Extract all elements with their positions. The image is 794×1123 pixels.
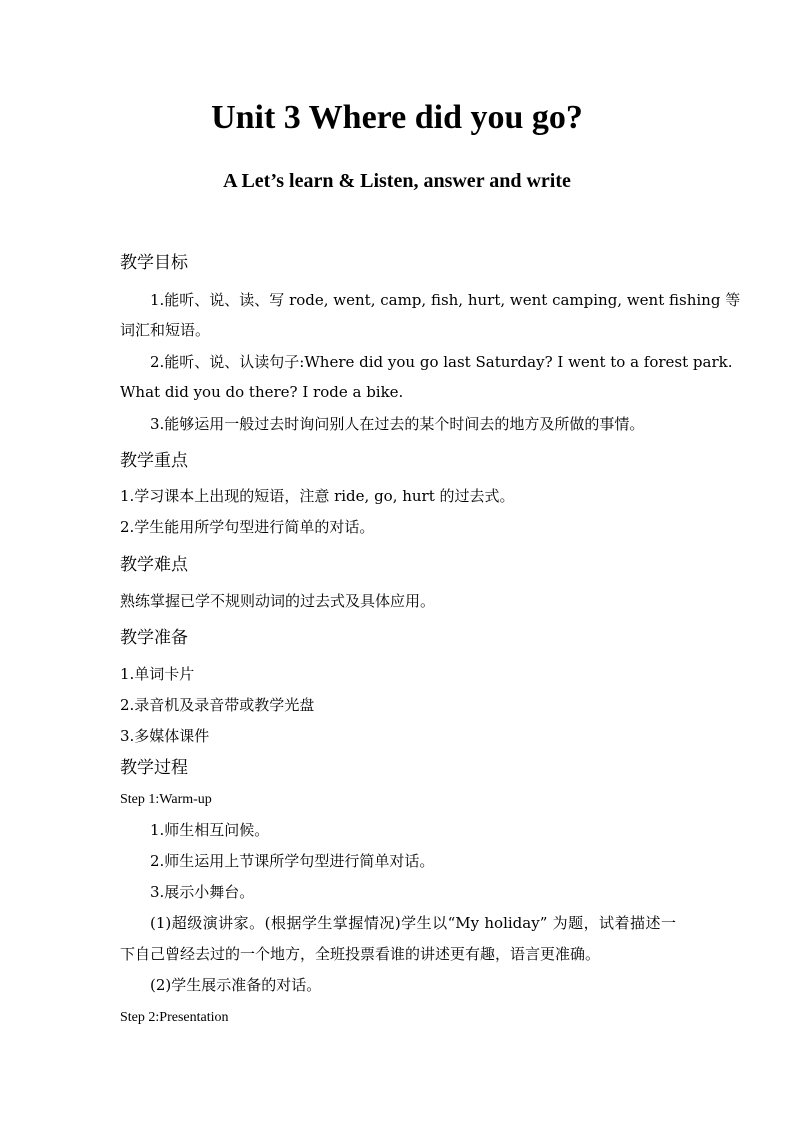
preparation-2: 2.录音机及录音带或教学光盘 xyxy=(120,696,315,714)
step-1-sub-2: (2)学生展示准备的对话。 xyxy=(150,976,322,994)
document-title: Unit 3 Where did you go? xyxy=(211,99,583,136)
objective-2-line-2: What did you do there? I rode a bike. xyxy=(120,383,404,401)
preparation-heading: 教学准备 xyxy=(120,628,188,648)
preparation-1: 1.单词卡片 xyxy=(120,665,195,683)
key-point-1: 1.学习课本上出现的短语，注意 ride, go, hurt 的过去式。 xyxy=(120,487,515,505)
step-1-item-2: 2.师生运用上节课所学句型进行简单对话。 xyxy=(150,852,435,870)
objective-1-line-1: 1.能听、说、读、写 rode, went, camp, fish, hurt, went camping, went fishing 等 xyxy=(150,291,741,309)
step-1-item-1: 1.师生相互问候。 xyxy=(150,821,270,839)
document-subtitle: A Let’s learn & Listen, answer and write xyxy=(223,170,571,192)
step-1-sub-1-line-1: (1)超级演讲家。(根据学生掌握情况)学生以“My holiday” 为题，试着描述一 xyxy=(150,914,676,932)
step-1-title: Step 1:Warm-up xyxy=(120,792,212,807)
key-points-heading: 教学重点 xyxy=(120,451,188,471)
step-2-title: Step 2:Presentation xyxy=(120,1010,229,1025)
difficulties-heading: 教学难点 xyxy=(120,555,188,575)
key-point-2: 2.学生能用所学句型进行简单的对话。 xyxy=(120,518,375,536)
preparation-3: 3.多媒体课件 xyxy=(120,727,210,745)
process-heading: 教学过程 xyxy=(120,758,188,778)
difficulty-1: 熟练掌握已学不规则动词的过去式及具体应用。 xyxy=(120,592,436,610)
objective-1-line-2: 词汇和短语。 xyxy=(120,321,211,339)
objectives-heading: 教学目标 xyxy=(120,253,188,273)
step-1-sub-1-line-2: 下自己曾经去过的一个地方，全班投票看谁的讲述更有趣，语言更准确。 xyxy=(120,945,601,963)
objective-2-line-1: 2.能听、说、认读句子:Where did you go last Saturday? I went to a forest park. xyxy=(150,353,733,371)
objective-3: 3.能够运用一般过去时询问别人在过去的某个时间去的地方及所做的事情。 xyxy=(150,415,645,433)
step-1-item-3: 3.展示小舞台。 xyxy=(150,883,255,901)
